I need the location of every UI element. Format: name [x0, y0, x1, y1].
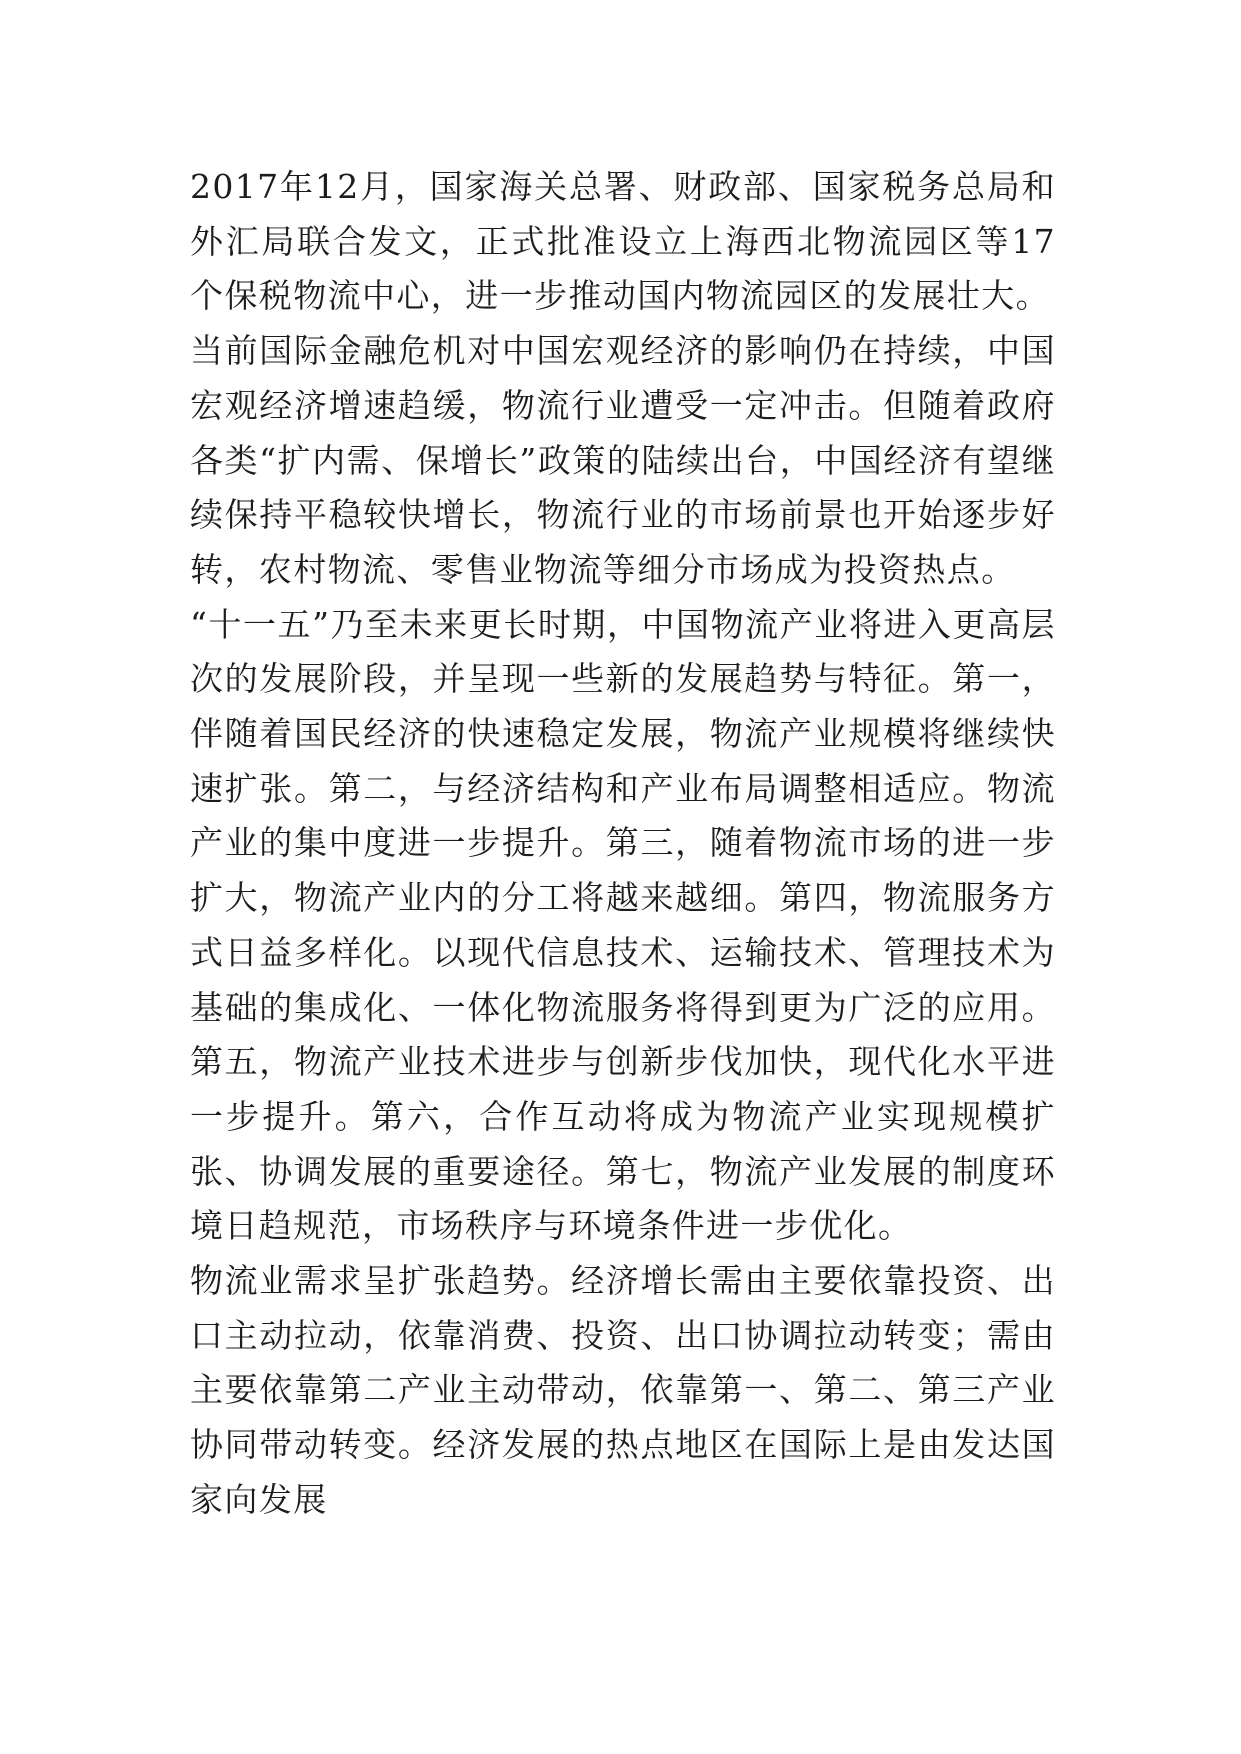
document-body [190, 160, 1056, 1528]
paragraph-demand-expansion: 物流业需求呈扩张趋势。经济增长需由主要依靠投资、出口主动拉动，依靠消费、投资、出口协调拉动转变；需由主要依靠第二产业主动带动，依靠第一、第二、第三产业协同带动转变。经济发展的热点地区在国际上是由发达国家向发展 [190, 1261, 1056, 1519]
paragraph-customs-approval: 2017年12月，国家海关总署、财政部、国家税务总局和外汇局联合发文，正式批准设立上海西北物流园区等17个保税物流中心，进一步推动国内物流园区的发展壮大。 [190, 167, 1056, 316]
paragraph-financial-crisis: 当前国际金融危机对中国宏观经济的影响仍在持续，中国宏观经济增速趋缓，物流行业遭受一定冲击。但随着政府各类“扩内需、保增长”政策的陆续出台，中国经济有望继续保持平稳较快增长，物流行业的市场前景也开始逐步好转，农村物流、零售业物流等细分市场成为投资热点。 [190, 331, 1056, 589]
paragraph-development-trends: “十一五”乃至未来更长时期，中国物流产业将进入更高层次的发展阶段，并呈现一些新的发展趋势与特征。第一，伴随着国民经济的快速稳定发展，物流产业规模将继续快速扩张。第二，与经济结构和产业布局调整相适应。物流产业的集中度进一步提升。第三，随着物流市场的进一步扩大，物流产业内的分工将越来越细。第四，物流服务方式日益多样化。以现代信息技术、运输技术、管理技术为基础的集成化、一体化物流服务将得到更为广泛的应用。第五，物流产业技术进步与创新步伐加快，现代化水平进一步提升。第六，合作互动将成为物流产业实现规模扩张、协调发展的重要途径。第七，物流产业发展的制度环境日趋规范，市场秩序与环境条件进一步优化。 [190, 604, 1056, 1246]
